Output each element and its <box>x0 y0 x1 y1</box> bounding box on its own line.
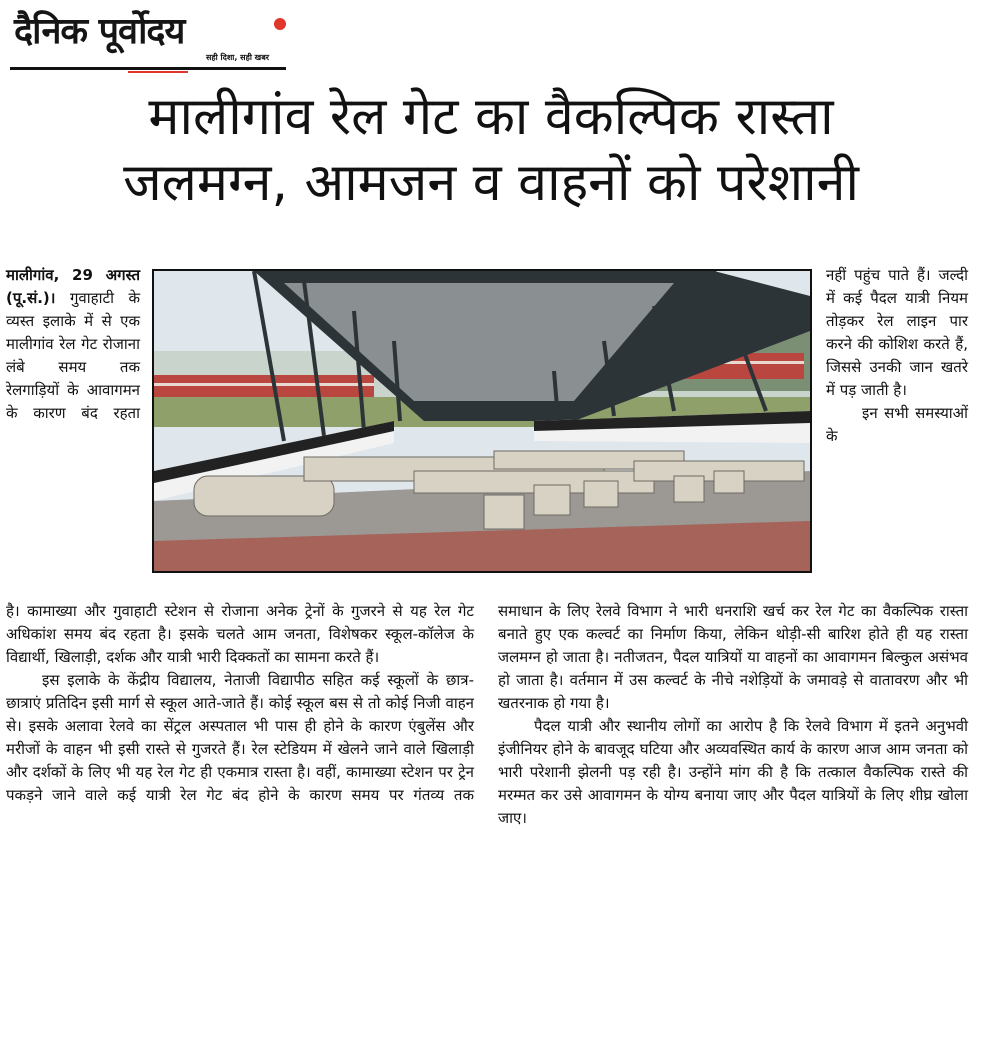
masthead-rule <box>10 67 286 70</box>
lead-column-left <box>6 264 140 425</box>
headline-line-1: मालीगांव रेल गेट का वैकल्पिक रास्ता <box>148 87 834 147</box>
body-column-b <box>498 600 968 830</box>
culvert-photo <box>152 269 812 573</box>
headline-line-2: जलमग्न, आमजन व वाहनों को परेशानी <box>123 153 859 213</box>
masthead-accent-rule <box>128 71 188 73</box>
right-paragraph-start: इन सभी समस्याओं के <box>826 404 968 445</box>
article-headline <box>14 84 968 216</box>
culvert-photo-icon <box>154 271 810 571</box>
body-column-a <box>6 600 474 807</box>
column-b-paragraph-1: समाधान के लिए रेलवे विभाग ने भारी धनराशि खर्च कर रेल गेट का वैकल्पिक रास्ता बनाते हुए एक कल्वर्ट का निर्माण किया, लेकिन थोड़ी-सी बारिश होते ही यह रास्ता जलमग्न हो जाता है। नतीजतन, पैदल यात्रियों या वाहनों का आवागमन बिल्कुल असंभव हो जाता है। वर्तमान में उस कल्वर्ट के नीचे नशेड़ियों के जमावड़े से वातावरण और भी खतरनाक हो गया है। <box>498 602 968 712</box>
column-a-paragraph-1: है। कामाख्या और गुवाहाटी स्टेशन से रोजाना अनेक ट्रेनों के गुजरने से यह रेल गेट अधिकांश समय बंद रहता है। इसके चलते आम जनता, विशेषकर स्कूल-कॉलेज के विद्यार्थी, खिलाड़ी, दर्शक और यात्री भारी दिक्कतों का सामना करते हैं। <box>6 602 474 666</box>
column-a-paragraph-2: इस इलाके के केंद्रीय विद्यालय, नेताजी विद्यापीठ सहित कई स्कूलों के छात्र-छात्राएं प्रतिदिन इसी मार्ग से स्कूल आते-जाते हैं। कोई स्कूल बस से तो कोई निजी वाहन से। इसके अलावा रेलवे का सेंट्रल अस्पताल भी पास ही होने के कारण एंबुलेंस और मरीजों के वाहन भी इसी रास्ते से गुजरते हैं। रेल स्टेडियम में खेलने जाने वाले खिलाड़ी और दर्शकों के लिए भी यह रेल गेट ही एकमात्र रास्ता है। वहीं, कामाख्या स्टेशन पर ट्रेन पकड़ने जाने वाले कई यात्री रेल गेट बंद होने के कारण समय पर गंतव्य तक <box>6 671 474 804</box>
newspaper-logo: दैनिक पूर्वोदय <box>14 11 185 52</box>
right-lead-paragraph: नहीं पहुंच पाते हैं। जल्दी में कई पैदल यात्री नियम तोड़कर रेल लाइन पार करने की कोशिश करते हैं, जिससे उनकी जान खतरे में पड़ जाती है। <box>826 266 968 399</box>
lead-paragraph: गुवाहाटी के व्यस्त इलाके में से एक मालीगांव रेल गेट रोजाना लंबे समय तक रेलगाड़ियों के आवागमन के कारण बंद रहता <box>6 289 140 422</box>
lead-column-right <box>826 264 968 448</box>
column-b-paragraph-2: पैदल यात्री और स्थानीय लोगों का आरोप है कि रेलवे विभाग में इतने अनुभवी इंजीनियर होने के बावजूद घटिया और अव्यवस्थित कार्य के कारण आज आम जनता को भारी परेशानी झेलनी पड़ रही है। उन्होंने मांग की है कि तत्काल वैकल्पिक रास्ते की मरम्मत कर उसे आवागमन के योग्य बनाया जाए और पैदल यात्रियों के लिए शीघ्र खोला जाए। <box>498 717 968 827</box>
logo-dot-icon <box>274 18 286 30</box>
newspaper-tagline: सही दिशा, सही खबर <box>206 53 270 62</box>
dateline: मालीगांव, 29 अगस्त (पू.सं.)। <box>6 266 140 307</box>
masthead <box>10 6 288 72</box>
